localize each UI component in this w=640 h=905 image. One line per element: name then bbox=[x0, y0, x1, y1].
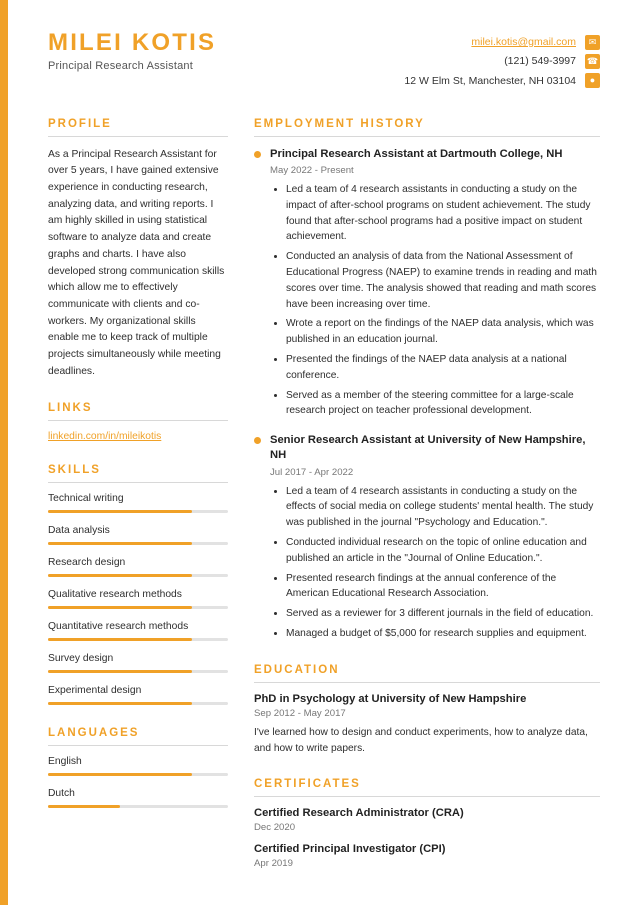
skill-level-bar bbox=[48, 638, 228, 641]
list-item: • Conducted an analysis of data from the National Assessment of Educational Progress (NAEP) to examine trends in reading and math scores over time. The analysis showed that reading and math scores have been increasing over time. bbox=[286, 249, 600, 312]
language-level-fill bbox=[48, 805, 120, 808]
skill-level-fill bbox=[48, 542, 192, 545]
left-column bbox=[48, 118, 228, 892]
certificates-section-title: CERTIFICATES bbox=[254, 778, 361, 791]
skill-item bbox=[48, 621, 228, 641]
skill-label: Research design bbox=[48, 557, 126, 569]
employment-bullets bbox=[270, 484, 600, 642]
education-section-title: EDUCATION bbox=[254, 663, 340, 676]
education-section bbox=[254, 664, 600, 757]
header-job-title: Principal Research Assistant bbox=[48, 60, 193, 73]
skill-level-fill bbox=[48, 510, 192, 513]
contact-block bbox=[404, 30, 600, 92]
education-description: I've learned how to design and conduct experiments, how to analyze data, and how to write papers. bbox=[254, 726, 588, 754]
profile-section-title: PROFILE bbox=[48, 117, 112, 130]
skill-label: Technical writing bbox=[48, 493, 124, 505]
certificate-date: Apr 2019 bbox=[254, 858, 293, 870]
section-divider bbox=[48, 745, 228, 746]
employment-heading: Senior Research Assistant at University of New Hampshire, NH bbox=[270, 434, 586, 462]
language-label: English bbox=[48, 756, 82, 768]
skill-item bbox=[48, 589, 228, 609]
list-item: • Presented the findings of the NAEP data analysis at a national conference. bbox=[286, 352, 600, 384]
contact-phone-row bbox=[404, 53, 600, 69]
skill-level-bar bbox=[48, 606, 228, 609]
contact-email-text[interactable]: milei.kotis@gmail.com bbox=[471, 36, 576, 48]
skill-label: Experimental design bbox=[48, 685, 142, 697]
phone-icon: ☎ bbox=[585, 54, 600, 69]
skill-label: Survey design bbox=[48, 653, 114, 665]
list-item: • Managed a budget of $5,000 for research supplies and equipment. bbox=[286, 626, 600, 642]
employment-date: Jul 2017 - Apr 2022 bbox=[270, 466, 354, 478]
contact-email-row[interactable] bbox=[404, 34, 600, 50]
language-level-bar bbox=[48, 805, 228, 808]
section-divider bbox=[48, 420, 228, 421]
right-column bbox=[254, 118, 600, 892]
section-divider bbox=[48, 136, 228, 137]
contact-phone-text: (121) 549-3997 bbox=[504, 55, 576, 68]
education-date: Sep 2012 - May 2017 bbox=[254, 707, 346, 719]
skill-item bbox=[48, 653, 228, 673]
language-level-fill bbox=[48, 773, 192, 776]
employment-bullets bbox=[270, 182, 600, 419]
resume-body bbox=[40, 118, 600, 892]
list-item: • Led a team of 4 research assistants in conducting a study on the impact of after-school programs on student achievement. The study found that after-school programs had a positive impact on student achievement. bbox=[286, 182, 600, 245]
list-item: • Wrote a report on the findings of the NAEP data analysis, which was published in an education journal. bbox=[286, 316, 600, 348]
list-item: • Led a team of 4 research assistants in conducting a study on the effects of social media on college students' mental health. The study was published in the journal "Psychology and Education.". bbox=[286, 484, 600, 531]
skill-level-bar bbox=[48, 574, 228, 577]
language-item bbox=[48, 756, 228, 776]
skill-level-fill bbox=[48, 670, 192, 673]
list-item: • Presented research findings at the annual conference of the American Educational Research Association. bbox=[286, 571, 600, 603]
skill-label: Qualitative research methods bbox=[48, 589, 182, 601]
certificate-date: Dec 2020 bbox=[254, 822, 296, 834]
language-item bbox=[48, 788, 228, 808]
skill-level-bar bbox=[48, 542, 228, 545]
page-title: MILEI KOTIS bbox=[48, 29, 217, 56]
skill-item bbox=[48, 525, 228, 545]
skill-item bbox=[48, 557, 228, 577]
employment-section bbox=[254, 118, 600, 642]
section-divider bbox=[254, 796, 600, 797]
skill-level-fill bbox=[48, 606, 192, 609]
education-item bbox=[254, 693, 600, 757]
list-item: • Served as a reviewer for 3 different journals in the field of education. bbox=[286, 606, 600, 622]
skill-level-bar bbox=[48, 670, 228, 673]
employment-date: May 2022 - Present bbox=[270, 164, 354, 176]
certificates-section bbox=[254, 778, 600, 869]
skill-item bbox=[48, 685, 228, 705]
certificate-item bbox=[254, 843, 600, 869]
employment-item bbox=[254, 433, 600, 642]
certificate-heading: Certified Principal Investigator (CPI) bbox=[254, 843, 446, 856]
skills-section-title: SKILLS bbox=[48, 464, 101, 477]
education-heading: PhD in Psychology at University of New Hampshire bbox=[254, 692, 527, 705]
timeline-dot-icon bbox=[254, 437, 261, 444]
employment-section-title: EMPLOYMENT HISTORY bbox=[254, 117, 425, 130]
skills-section bbox=[48, 464, 228, 705]
list-item: • Conducted individual research on the topic of online education and published an article in the "Journal of Online Education.". bbox=[286, 535, 600, 567]
skill-label: Data analysis bbox=[48, 525, 110, 537]
section-divider bbox=[254, 682, 600, 683]
skill-level-bar bbox=[48, 702, 228, 705]
skill-level-fill bbox=[48, 638, 192, 641]
languages-section bbox=[48, 727, 228, 808]
contact-address-text: 12 W Elm St, Manchester, NH 03104 bbox=[404, 74, 576, 87]
profile-section bbox=[48, 118, 228, 380]
left-accent-bar bbox=[0, 0, 8, 905]
contact-address-row bbox=[404, 73, 600, 89]
skill-label: Quantitative research methods bbox=[48, 621, 189, 633]
language-level-bar bbox=[48, 773, 228, 776]
skill-level-fill bbox=[48, 702, 192, 705]
location-pin-icon: ● bbox=[585, 73, 600, 88]
skill-level-fill bbox=[48, 574, 192, 577]
links-section-title: LINKS bbox=[48, 402, 93, 415]
certificate-item bbox=[254, 807, 600, 833]
link-item[interactable]: linkedin.com/in/mileikotis bbox=[48, 431, 162, 443]
identity-block bbox=[48, 30, 216, 72]
employment-item bbox=[254, 147, 600, 419]
section-divider bbox=[48, 482, 228, 483]
envelope-icon: ✉ bbox=[585, 35, 600, 50]
profile-text: As a Principal Research Assistant for over 5 years, I have gained extensive experience in conducting research, analyzing data, and writing reports. I am highly skilled in using statistical software to analyze data and create graphs and charts. I have also developed strong communication skills which allow me to effectively communicate with clients and co-workers. My organizational skills enable me to keep track of multiple projects simultaneously while meeting deadlines. bbox=[48, 148, 225, 377]
list-item: • Served as a member of the steering committee for a large-scale research project on teacher professional development. bbox=[286, 388, 600, 420]
language-label: Dutch bbox=[48, 788, 75, 800]
skill-level-bar bbox=[48, 510, 228, 513]
timeline-dot-icon bbox=[254, 151, 261, 158]
section-divider bbox=[254, 136, 600, 137]
languages-section-title: LANGUAGES bbox=[48, 727, 140, 740]
skill-item bbox=[48, 493, 228, 513]
links-section bbox=[48, 402, 228, 442]
employment-heading: Principal Research Assistant at Dartmouth College, NH bbox=[270, 147, 563, 160]
resume-header bbox=[40, 30, 600, 92]
certificate-heading: Certified Research Administrator (CRA) bbox=[254, 807, 464, 820]
